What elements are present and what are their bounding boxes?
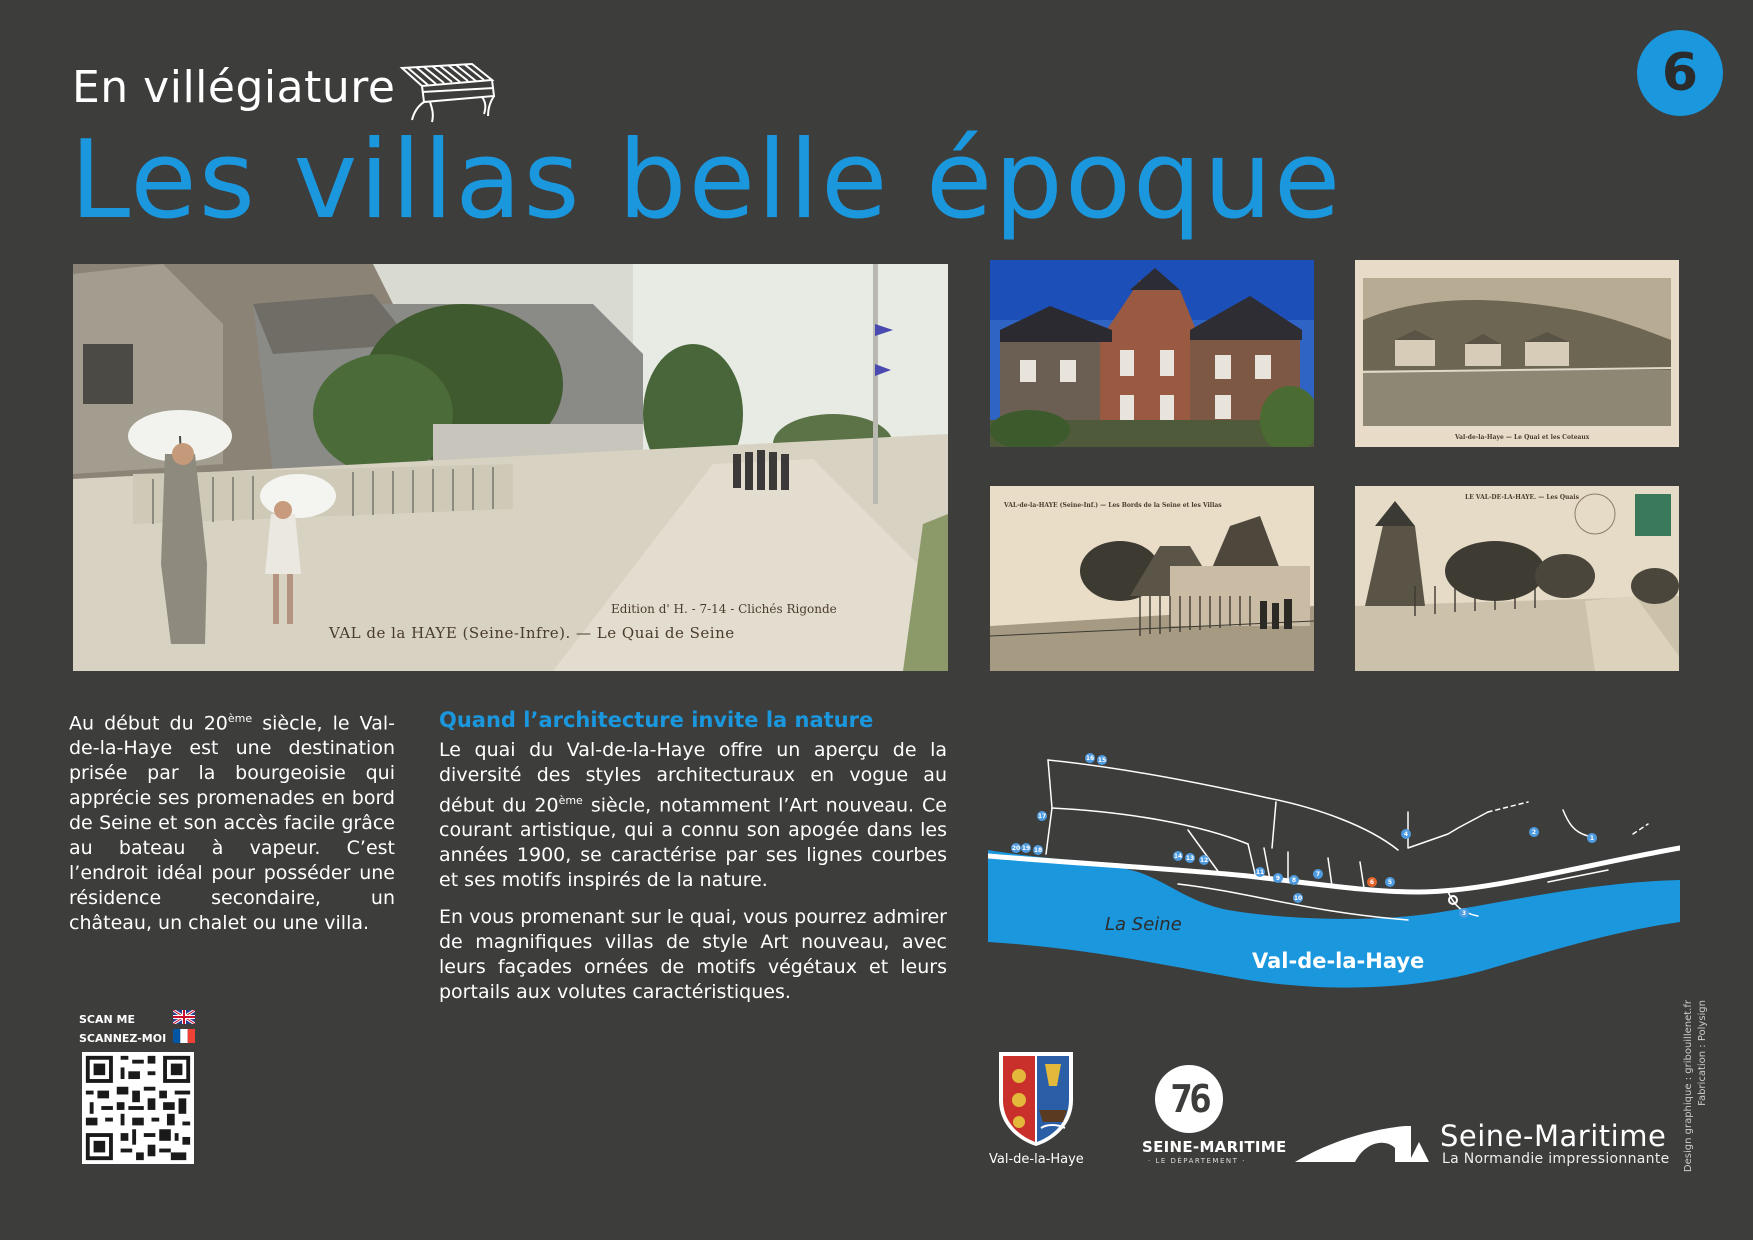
section-p1-pre: Le quai du Val-de-la-Haye offre un aperçu de la diversité des styles architecturaux en vogue au début du 20 — [439, 739, 947, 817]
map-marker-12: 12 — [1199, 857, 1209, 864]
map-marker-2: 2 — [1531, 829, 1537, 836]
map-marker-13: 13 — [1185, 855, 1195, 862]
qr-label-fr: SCANNEZ-MOI — [79, 1032, 167, 1045]
intro-text-pre: Au début du 20 — [69, 712, 228, 735]
map-marker-20: 20 — [1011, 845, 1021, 852]
postcard-bords-seine-caption: VAL-de-la-HAYE (Seine-Inf.) — Les Bords de la Seine et les Villas — [1004, 502, 1222, 509]
postcard-quais — [1355, 486, 1679, 671]
seine-maritime-logo-icon — [1295, 1122, 1433, 1164]
brand-tagline: La Normandie impressionnante — [1442, 1151, 1670, 1167]
section-p1-post: siècle, notamment l’Art nouveau. Ce courant artistique, qui a connu son apogée dans les années 1900, se caractérise par ses lignes courbes et ses motifs inspirés de la nature. — [439, 794, 947, 892]
map-marker-1: 1 — [1589, 835, 1595, 842]
map-marker-3: 3 — [1461, 910, 1467, 917]
uk-flag-icon — [173, 1010, 195, 1024]
map-marker-14: 14 — [1173, 853, 1183, 860]
map-river-label: La Seine — [1105, 914, 1182, 935]
map-marker-7: 7 — [1315, 871, 1321, 878]
main-postcard-photo — [73, 264, 948, 671]
qr-code[interactable] — [82, 1052, 194, 1164]
postcard-quais-caption: LE VAL-DE-LA-HAYE. — Les Quais — [1465, 494, 1579, 501]
section-body — [439, 738, 947, 1017]
map-town-label: Val-de-la-Haye — [1252, 949, 1425, 973]
dept-76-logo: 76 — [1155, 1065, 1223, 1133]
bench-icon — [394, 62, 506, 126]
stop-number: 6 — [1661, 43, 1699, 103]
intro-text-sup: ème — [227, 712, 253, 725]
map-marker-8: 8 — [1291, 877, 1297, 884]
page-title: Les villas belle époque — [70, 118, 1343, 243]
credits — [1682, 1000, 1710, 1240]
main-photo-caption: VAL de la HAYE (Seine-Infre). — Le Quai de Seine — [329, 624, 735, 642]
qr-labels — [79, 1010, 166, 1048]
intro-text — [69, 706, 395, 936]
postcard-bords-seine — [990, 486, 1314, 671]
map-marker-19: 19 — [1021, 845, 1031, 852]
dept-subtitle: · LE DÉPARTEMENT · — [1148, 1157, 1246, 1165]
map-marker-6: 6 — [1369, 879, 1375, 886]
credit-fabrication: Fabrication : Polysign — [1697, 1000, 1708, 1106]
map-marker-4: 4 — [1403, 831, 1409, 838]
town-crest-label: Val-de-la-Haye — [989, 1152, 1084, 1167]
map-marker-17: 17 — [1037, 813, 1047, 820]
dept-name: SEINE-MARITIME — [1142, 1138, 1287, 1156]
stop-number-badge — [1637, 30, 1723, 116]
brand-name: Seine-Maritime — [1440, 1119, 1667, 1153]
section-p1-sup: ème — [558, 794, 583, 807]
villa-color-photo — [990, 260, 1314, 447]
postcard-quai-coteaux-caption: Val-de-la-Haye — Le Quai et les Coteaux — [1455, 434, 1590, 441]
map-marker-9: 9 — [1275, 875, 1281, 882]
map-marker-10: 10 — [1293, 895, 1303, 902]
kicker: En villégiature — [72, 62, 396, 113]
section-subhead: Quand l’architecture invite la nature — [439, 708, 874, 732]
map-marker-18: 18 — [1033, 847, 1043, 854]
postcard-quai-coteaux — [1355, 260, 1679, 447]
section-paragraph-1 — [439, 738, 947, 893]
map-marker-16: 16 — [1085, 755, 1095, 762]
map-marker-11: 11 — [1255, 869, 1265, 876]
main-photo-edition: Edition d' H. - 7-14 - Clichés Rigonde — [611, 602, 837, 616]
map-marker-5: 5 — [1387, 879, 1393, 886]
section-paragraph-2: En vous promenant sur le quai, vous pourrez admirer de magnifiques villas de style Art nouveau, avec leurs façades ornées de motifs végétaux et leurs portails aux volutes caractéristiques. — [439, 906, 947, 1004]
credit-design: Design graphique : gribouillenet.fr — [1683, 1000, 1694, 1173]
fr-flag-icon — [173, 1029, 195, 1043]
town-crest-icon — [997, 1050, 1075, 1148]
qr-label-en: SCAN ME — [79, 1013, 136, 1026]
intro-text-post: siècle, le Val-de-la-Haye est une destination prisée par la bourgeoisie qui apprécie ses promenades en bord de Seine et son accès facile grâce au bateau à vapeur. C’est l’endroit idéal pour posséder une résidence secondaire, un château, un chalet ou une villa. — [69, 712, 395, 935]
map-marker-15: 15 — [1097, 757, 1107, 764]
